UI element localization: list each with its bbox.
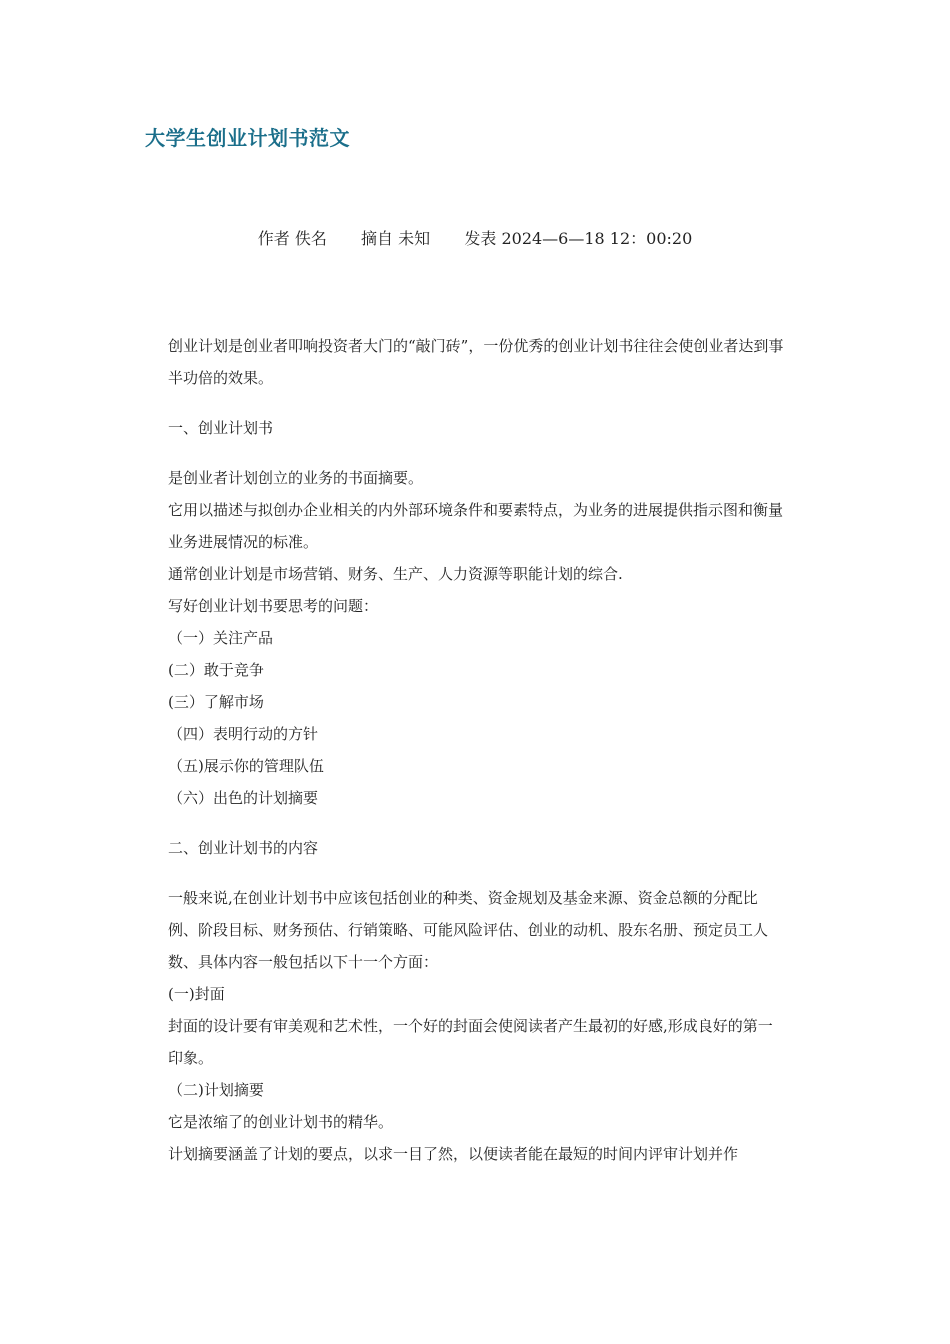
paragraph: 写好创业计划书要思考的问题： [168, 597, 379, 615]
subsection-heading: （二)计划摘要 [168, 1081, 264, 1099]
list-item: （一）关注产品 [168, 629, 274, 647]
list-item: （六）出色的计划摘要 [168, 789, 319, 807]
document-title: 大学生创业计划书范文 [145, 126, 350, 150]
article-meta [0, 226, 950, 249]
published-value: 2024—6—18 12：00:20 [501, 229, 693, 248]
section-heading: 二、创业计划书的内容 [168, 839, 319, 857]
paragraph: 它用以描述与拟创办企业相关的内外部环境条件和要素特点，为业务的进展提供指示图和衡量业务进展情况的标准。 [168, 501, 784, 551]
paragraph: 通常创业计划是市场营销、财务、生产、人力资源等职能计划的综合. [168, 565, 623, 583]
list-item: (三）了解市场 [168, 693, 264, 711]
paragraph: 计划摘要涵盖了计划的要点，以求一目了然，以便读者能在最短的时间内评审计划并作 [168, 1145, 739, 1163]
source-value: 未知 [398, 229, 431, 248]
list-item: （四）表明行动的方针 [168, 725, 319, 743]
paragraph: 是创业者计划创立的业务的书面摘要。 [168, 469, 424, 487]
list-item: （五)展示你的管理队伍 [168, 757, 324, 775]
paragraph: 封面的设计要有审美观和艺术性，一个好的封面会使阅读者产生最初的好感,形成良好的第一印象。 [168, 1017, 773, 1067]
published-label: 发表 [464, 229, 497, 248]
subsection-heading: (一)封面 [168, 985, 225, 1003]
author-value: 佚名 [294, 229, 327, 248]
section-heading: 一、创业计划书 [168, 419, 274, 437]
paragraph: 它是浓缩了的创业计划书的精华。 [168, 1113, 394, 1131]
intro-paragraph: 创业计划是创业者叩响投资者大门的“敲门砖”，一份优秀的创业计划书往往会使创业者达到事半功倍的效果。 [168, 337, 784, 387]
list-item: (二）敢于竞争 [168, 661, 264, 679]
source-label: 摘自 [361, 229, 394, 248]
author-label: 作者 [257, 229, 290, 248]
paragraph: 一般来说,在创业计划书中应该包括创业的种类、资金规划及基金来源、资金总额的分配比例、阶段目标、财务预估、行销策略、可能风险评估、创业的动机、股东名册、预定员工人数、具体内容一般包括以下十一个方面： [168, 889, 769, 971]
article-body [168, 330, 784, 1170]
